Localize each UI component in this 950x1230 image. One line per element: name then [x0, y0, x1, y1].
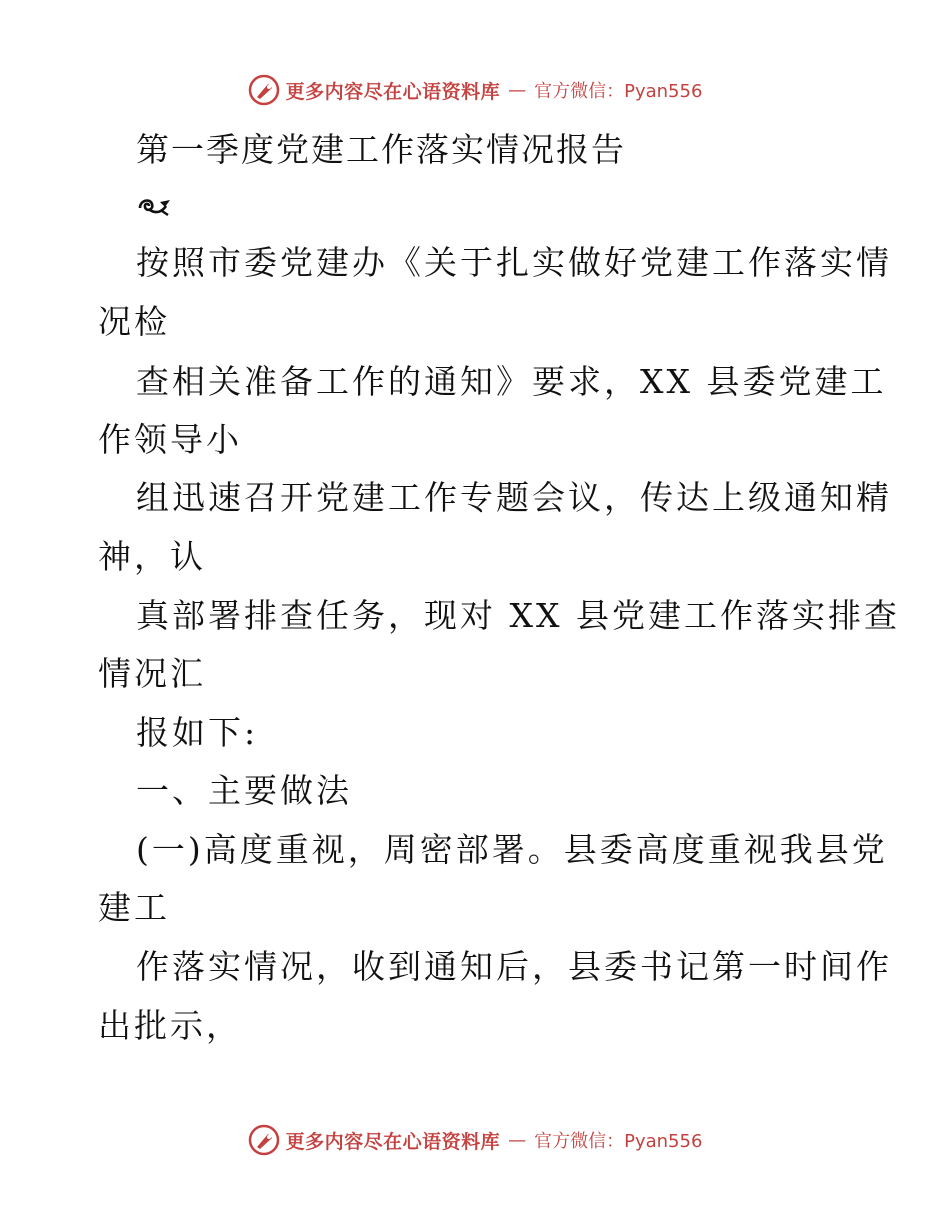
paragraph-line: 作领导小 [98, 420, 242, 459]
paragraph-line: 报如下: [136, 713, 259, 752]
banner-dash: — [508, 1129, 527, 1151]
paragraph-line: 况检 [98, 302, 170, 341]
paragraph-line: 建工 [98, 888, 170, 927]
paragraph-line: 真部署排查任务，现对 XX 县党建工作落实排查 [136, 596, 900, 635]
paragraph-line: 出批示， [98, 1006, 242, 1045]
swirl-ornament-icon [136, 192, 172, 220]
paragraph-line: (一)高度重视，周密部署。县委高度重视我县党 [136, 830, 888, 869]
header-banner [0, 70, 950, 110]
pen-nib-logo-icon [248, 1124, 280, 1156]
footer-banner [0, 1120, 950, 1160]
banner-wechat: 官方微信：Pyan556 [534, 81, 703, 102]
paragraph-line: 组迅速召开党建工作专题会议，传达上级通知精 [136, 478, 892, 517]
pen-nib-logo-icon [248, 74, 280, 106]
banner-slogan: 更多内容尽在心语资料库 [285, 1130, 501, 1153]
banner-slogan: 更多内容尽在心语资料库 [285, 80, 501, 103]
document-title: 第一季度党建工作落实情况报告 [136, 130, 626, 169]
section-heading: 一、主要做法 [136, 771, 352, 810]
paragraph-line: 作落实情况，收到通知后，县委书记第一时间作 [136, 947, 892, 986]
paragraph-line: 情况汇 [98, 654, 206, 693]
paragraph-line: 查相关准备工作的通知》要求，XX 县委党建工 [136, 362, 887, 401]
banner-wechat: 官方微信：Pyan556 [534, 1131, 703, 1152]
paragraph-line: 按照市委党建办《关于扎实做好党建工作落实情 [136, 243, 892, 282]
banner-dash: — [508, 79, 527, 101]
paragraph-line: 神，认 [98, 537, 206, 576]
